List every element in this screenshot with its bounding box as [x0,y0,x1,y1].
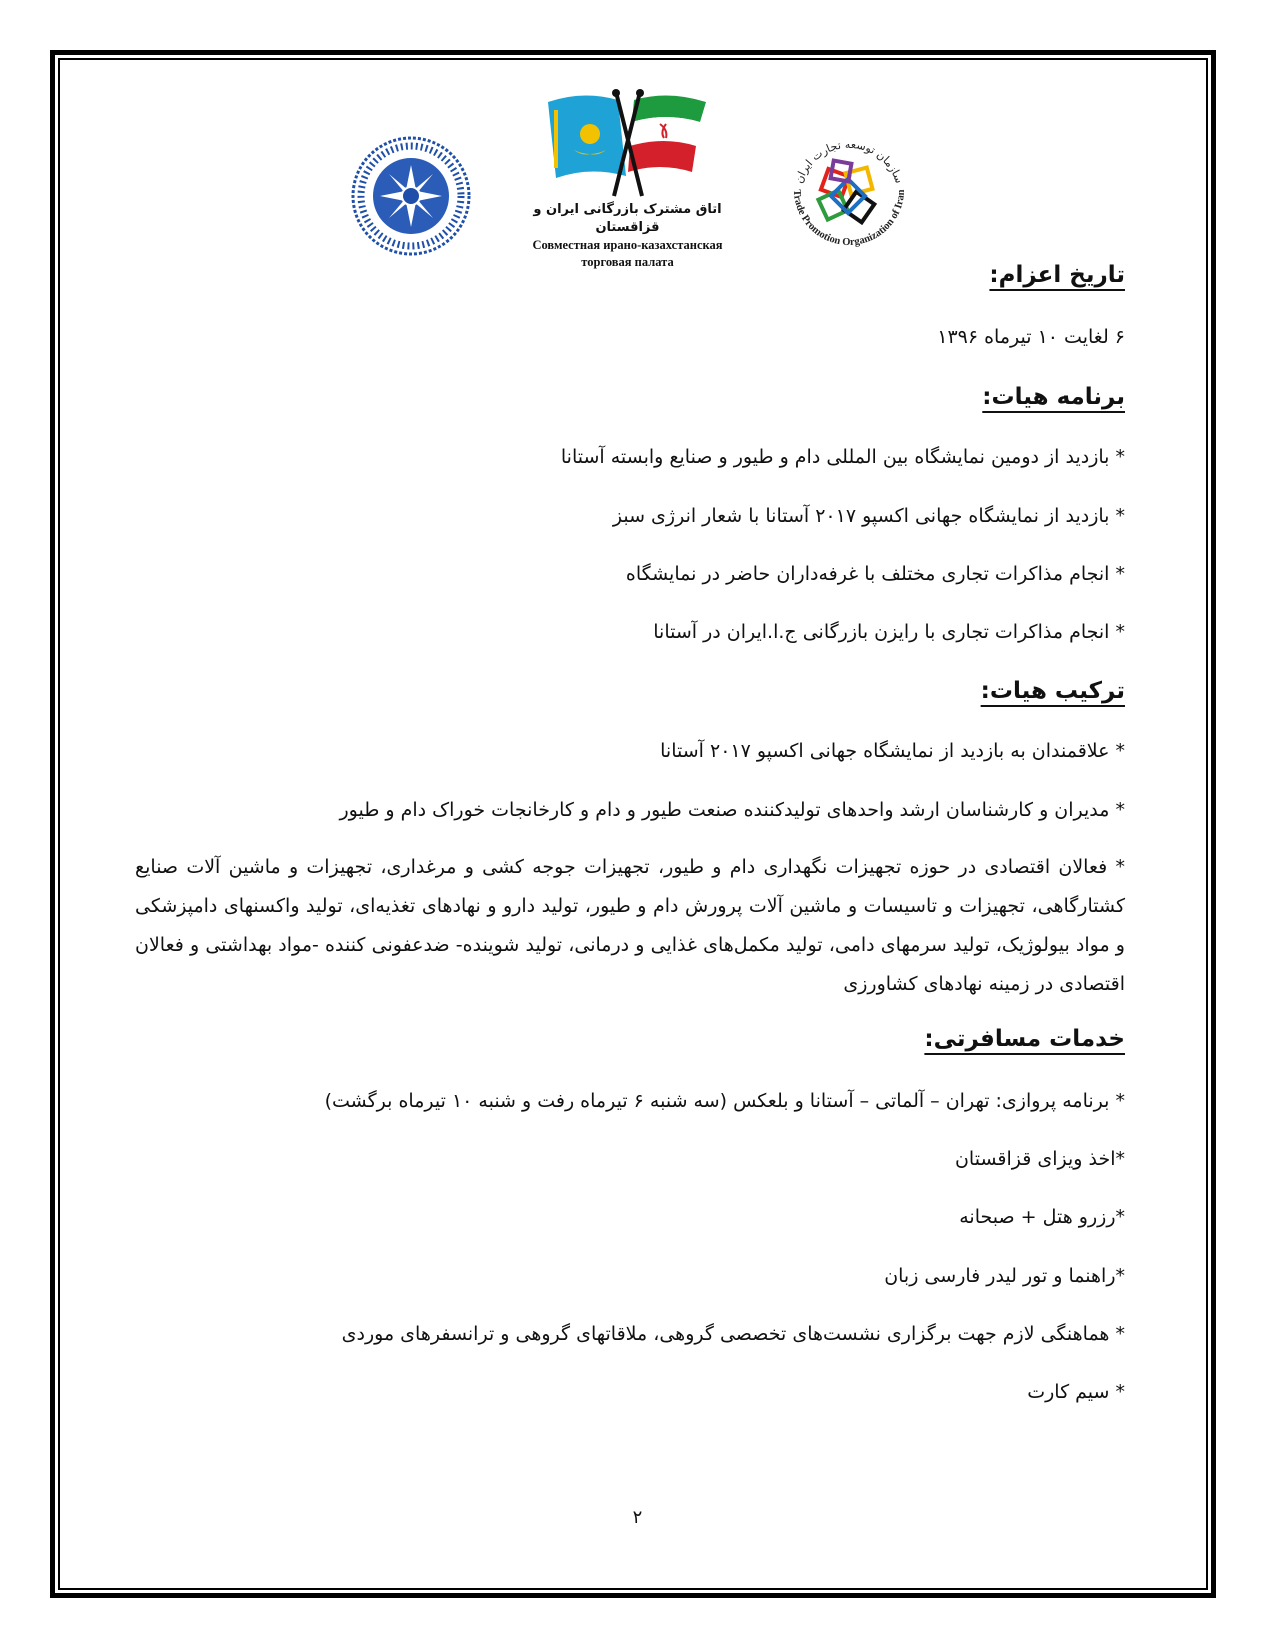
heading-composition: ترکیب هیات: [980,678,1125,704]
composition-paragraph: * فعالان اقتصادی در حوزه تجهیزات نگهداری دام و طیور، تجهیزات جوجه کشی و مرغداری، تجهیزات و ماشین آلات صنایع کشتارگاهی، تجهیزات و تاسیسات و ماشین آلات پرورش دام و طیور، تولید دارو و نهادهای تغذیه‌ای، تولید واکسنهای دامپزشکی و مواد بیولوژیک، تولید سرمهای دامی، تولید مکمل‌های غذایی و درمانی، تولید شوینده- ضدعفونی کننده -مواد بهداشتی و فعالان اقتصادی در زمینه نهادهای کشاورزی [135,856,1125,995]
chamber-of-commerce-logo [350,135,472,257]
joint-chamber-name-fa: اتاق مشترک بازرگانی ایران و قزاقستان [533,202,722,235]
page-number: ۲ [632,1507,643,1528]
svg-text:Trade Promotion Organization o [791,189,907,248]
program-item: * انجام مذاکرات تجاری با رایزن بازرگانی ج.ا.ایران در آستانا [653,621,1125,643]
heading-dispatch-date: تاریخ اعزام: [989,262,1125,288]
program-item: * بازدید از دومین نمایشگاه بین المللی دام و طیور و صنایع وابسته آستانا [560,446,1125,468]
travel-service-item: * برنامه پروازی: تهران – آلماتی – آستانا و بلعکس (سه شنبه ۶ تیرماه رفت و شنبه ۱۰ تیرماه برگشت) [324,1090,1125,1112]
composition-item: * مدیران و کارشناسان ارشد واحدهای تولیدکننده صنعت طیور و دام و کارخانجات خوراک دام و طیور [339,799,1125,821]
joint-chamber-name-ru-line1: Совместная ирано-казахстанская [532,238,723,252]
travel-service-item: * هماهنگی لازم جهت برگزاری نشست‌های تخصصی گروهی، ملاقاتهای گروهی و ترانسفرهای موردی [341,1323,1125,1345]
travel-service-item: * سیم کارت [1027,1381,1125,1403]
heading-travel-services: خدمات مسافرتی: [924,1026,1125,1052]
heading-program: برنامه هیات: [982,384,1125,410]
tpo-name-fa: سازمان توسعه تجارت ایران [792,137,906,186]
joint-chamber-name-ru-line2: торговая палата [581,255,674,269]
iran-kazakhstan-joint-chamber-logo [515,88,740,270]
composition-item: * علاقمندان به بازدید از نمایشگاه جهانی اکسپو ۲۰۱۷ آستانا [660,740,1125,762]
dispatch-date-text: ۶ لغایت ۱۰ تیرماه ۱۳۹۶ [937,326,1125,348]
travel-service-item: *اخذ ویزای قزاقستان [954,1148,1125,1170]
travel-service-item: *رزرو هتل + صبحانه [959,1206,1125,1228]
travel-service-item: *راهنما و تور لیدر فارسی زبان [884,1265,1125,1287]
program-item: * بازدید از نمایشگاه جهانی اکسپو ۲۰۱۷ آستانا با شعار انرژی سبز [612,505,1125,527]
program-item: * انجام مذاکرات تجاری مختلف با غرفه‌داران حاضر در نمایشگاه [625,563,1125,585]
crossed-flags-icon [538,88,718,198]
trade-promotion-organization-logo [780,128,918,266]
tpo-name-en: Trade Promotion Organization of Iran [790,189,908,249]
